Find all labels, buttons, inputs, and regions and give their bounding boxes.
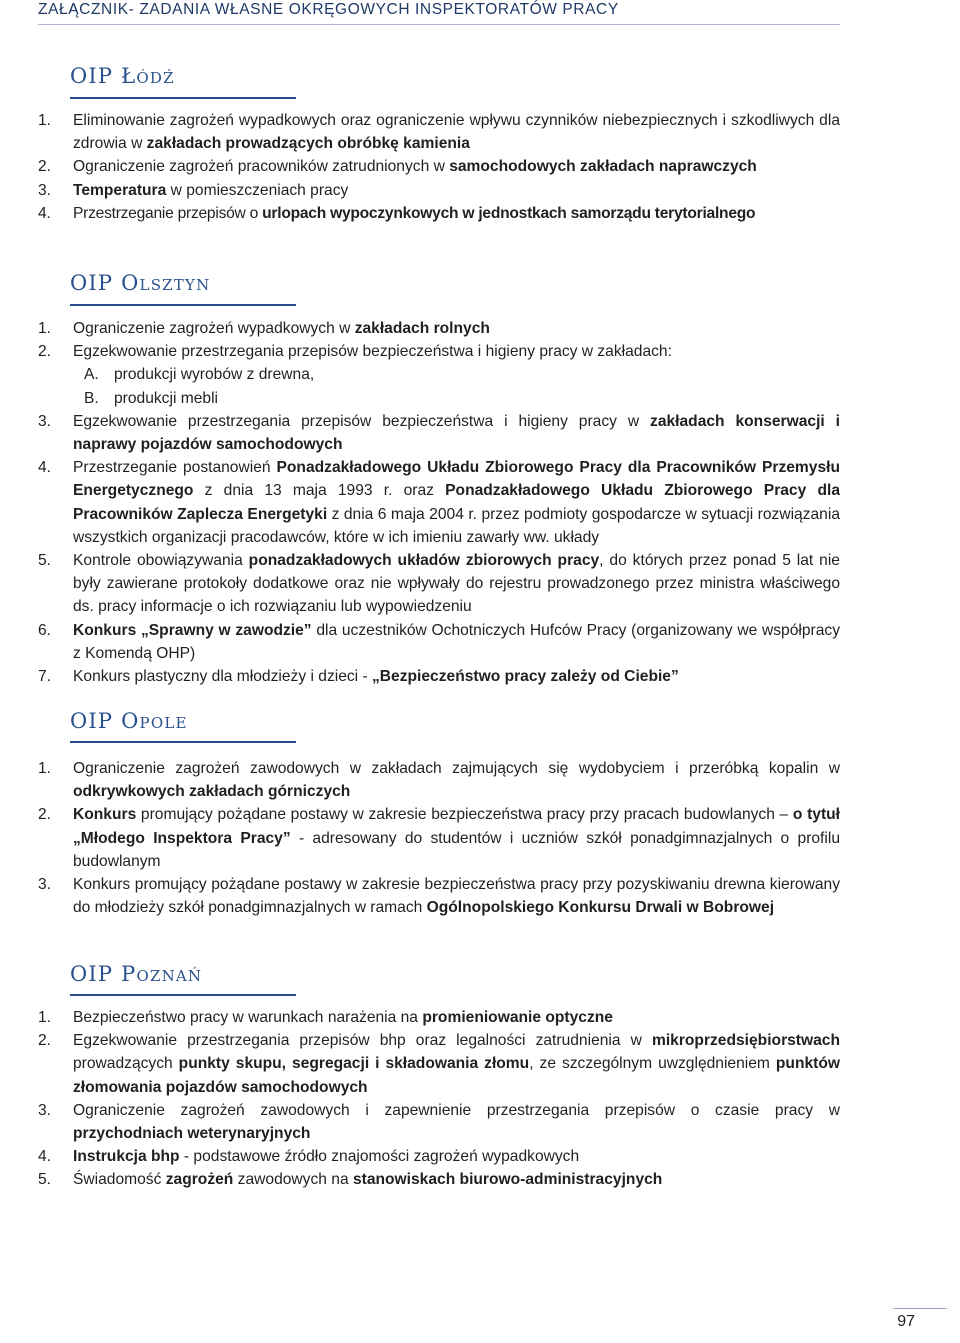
list-item: 3. Konkurs promujący pożądane postawy w zakresie bezpieczeństwa pracy przy pozyskiwaniu drewna kierowany do młodzieży szkół ponadgimnazjalnych w ramach Ogólnopolskiego Konkursu Drwali w Bobrowej [38, 876, 840, 917]
page-number-rule [893, 1308, 947, 1309]
list-item: 4. Przestrzeganie przepisów o urlopach wypoczynkowych w jednostkach samorządu terytorialnego [38, 204, 756, 222]
list-olsztyn [38, 317, 840, 688]
page-number: 97 [897, 1313, 915, 1330]
list-item: 2. Konkurs promujący pożądane postawy w zakresie bezpieczeństwa pracy przy pracach budowlanych – o tytuł „Młodego Inspektora Pracy” - adresowany do studentów i uczniów szkół ponadgimnazjalnych o profilu budowlanym [38, 806, 840, 870]
list-item: 2. Egzekwowanie przestrzegania przepisów bhp oraz legalności zatrudnienia w mikroprzedsiębiorstwach prowadzących punkty skupu, segregacji i składowania złomu, ze szczególnym uwzględnieniem punktów złomowania pojazdów samochodowych [38, 1032, 840, 1096]
list-lodz [38, 109, 840, 225]
list-poznan [38, 1006, 840, 1192]
section-heading-poznan: OIP Poznań [70, 962, 203, 986]
list-item: 1. Ograniczenie zagrożeń wypadkowych w zakładach rolnych [38, 320, 490, 337]
list-item: 3. Temperatura w pomieszczeniach pracy [38, 181, 349, 199]
list-item: 5. Świadomość zagrożeń zawodowych na stanowiskach biurowo-administracyjnych [38, 1171, 663, 1189]
list-item: 1. Ograniczenie zagrożeń zawodowych w zakładach zajmujących się wydobyciem i przeróbką kopalin w odkrywkowych zakładach górniczych [38, 760, 840, 801]
list-item: 1. Bezpieczeństwo pracy w warunkach narażenia na promieniowanie optyczne [38, 1009, 613, 1026]
page-header [38, 0, 840, 25]
section-rule [70, 97, 296, 99]
list-item: 7. Konkurs plastyczny dla młodzieży i dzieci - „Bezpieczeństwo pracy zależy od Ciebie” [38, 668, 679, 686]
list-opole [38, 757, 840, 919]
list-item: 4. Przestrzeganie postanowień Ponadzakładowego Układu Zbiorowego Pracy dla Pracowników Przemysłu Energetycznego z dnia 13 maja 1993 r. oraz Ponadzakładowego Układu Zbiorowego Pracy dla Pracowników Zaplecza Energetyki z dnia 6 maja 2004 r. przez podmioty gospodarcze w sytuacji rozwiązania wszystkich organizacji pracodawców, które w ich imieniu zawarły ww. układy [38, 459, 841, 546]
list-item: 2. Egzekwowanie przestrzegania przepisów bezpieczeństwa i higieny pracy w zakładach: [38, 343, 672, 361]
section-heading-lodz: OIP Łódź [70, 64, 175, 88]
list-item: 1. Eliminowanie zagrożeń wypadkowych oraz ograniczenie wpływu czynników niebezpiecznych i szkodliwych dla zdrowia w zakładach prowadzących obróbkę kamienia [38, 112, 840, 153]
section-rule [70, 741, 296, 743]
section-rule [70, 994, 296, 996]
list-subitem: A. produkcji wyrobów z drewna, [84, 366, 315, 384]
list-item: 4. Instrukcja bhp - podstawowe źródło znajomości zagrożeń wypadkowych [38, 1148, 580, 1166]
list-subitem: B. produkcji mebli [84, 389, 219, 407]
list-item: 2. Ograniczenie zagrożeń pracowników zatrudnionych w samochodowych zakładach naprawczych [38, 158, 757, 176]
list-item: 3. Egzekwowanie przestrzegania przepisów bezpieczeństwa i higieny pracy w zakładach konserwacji i naprawy pojazdów samochodowych [38, 412, 840, 454]
page-header-title: ZAŁĄCZNIK- ZADANIA WŁASNE OKRĘGOWYCH INSPEKTORATÓW PRACY [38, 1, 619, 18]
list-item: 3. Ograniczenie zagrożeń zawodowych i zapewnienie przestrzegania przepisów o czasie pracy w przychodniach weterynaryjnych [38, 1101, 840, 1143]
section-rule [70, 304, 296, 306]
section-heading-olsztyn: OIP Olsztyn [70, 271, 211, 295]
section-heading-opole: OIP Opole [70, 709, 188, 733]
list-item: 5. Kontrole obowiązywania ponadzakładowych układów zbiorowych pracy, do których przez ponad 5 lat nie były zawierane protokoły dodatkowe oraz nie wpływały do rejestru prowadzonego przez ministra właściwego ds. pracy informacje o ich rozwiązaniu lub wypowiedzeniu [38, 552, 840, 616]
list-item: 6. Konkurs „Sprawny w zawodzie” dla uczestników Ochotniczych Hufców Pracy (organizowany we współpracy z Komendą OHP) [38, 621, 840, 662]
